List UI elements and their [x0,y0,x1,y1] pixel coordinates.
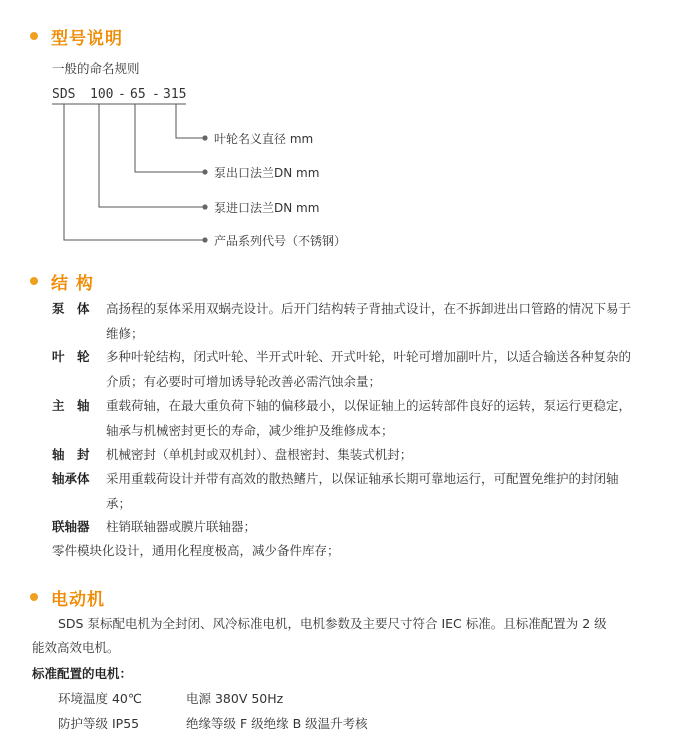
code-outlet: 65 [130,87,146,102]
item-text: 采用重载荷设计并带有高效的散热鳍片，以保证轴承长期可靠地运行，可配置免维护的封闭轴承； [106,471,619,511]
legend-series: 产品系列代号（不锈钢） [214,234,347,248]
code-sep: - [118,87,126,102]
item-label: 联轴器 [52,519,90,534]
spec-protection-class: 防护等级 IP55 [58,716,140,731]
code-sep: - [152,87,160,102]
structure-item-impeller [52,345,632,394]
standard-motor-heading: 标准配置的电机： [32,666,133,681]
legend-impeller: 叶轮名义直径 mm [214,132,314,146]
item-label: 叶 轮 [52,349,90,364]
legend-outlet: 泵出口法兰DN mm [214,166,320,180]
motor-intro-line1: SDS 泵标配电机为全封闭、风冷标准电机，电机参数及主要尺寸符合 IEC 标准。且标准配置为 2 级 [58,616,607,631]
connector-impeller [176,104,204,138]
spec-ambient-temp: 环境温度 40℃ [58,691,142,706]
section-title: 型号说明 [51,28,123,49]
item-text: 柱销联轴器或膜片联轴器； [106,519,257,534]
structure-footer: 零件模块化设计，通用化程度极高，减少备件库存； [52,543,340,558]
connector-end-icon [202,169,207,174]
connector-inlet [99,104,204,207]
connector-end-icon [202,237,207,242]
structure-item-bearing-housing [52,467,632,516]
spec-insulation-class: 绝缘等级 F 级绝缘 B 级温升考核 [186,716,368,731]
section-header-structure [30,268,94,294]
motor-intro-line2: 能效高效电机。 [32,640,120,655]
item-label: 轴 封 [52,447,90,462]
legend-inlet: 泵进口法兰DN mm [214,201,320,215]
section-title: 结 构 [51,273,94,294]
item-label: 泵 体 [52,301,90,316]
section-title: 电动机 [51,589,105,610]
naming-diagram [0,0,690,260]
structure-item-shaft-seal [52,443,632,468]
bullet-dot-icon [30,277,38,285]
structure-item-coupling [52,515,632,540]
code-impeller: 315 [163,87,187,102]
structure-item-pump-body [52,297,632,346]
code-series: SDS [52,87,76,102]
item-text: 多种叶轮结构，闭式叶轮、半开式叶轮、开式叶轮，叶轮可增加副叶片，以适合输送各种复杂的介质；有必要时可增加诱导轮改善必需汽蚀余量； [106,349,632,389]
structure-item-shaft [52,394,632,443]
code-inlet: 100 [90,87,114,102]
section-header-motor [30,584,105,610]
bullet-dot-icon [30,593,38,601]
item-label: 轴承体 [52,471,90,486]
connector-end-icon [202,204,207,209]
naming-rule-caption: 一般的命名规则 [52,61,140,76]
item-text: 高扬程的泵体采用双蜗壳设计。后开门结构转子背抽式设计，在不拆卸进出口管路的情况下易于维修； [106,301,632,341]
connector-end-icon [202,135,207,140]
item-label: 主 轴 [52,398,90,413]
item-text: 重载荷轴，在最大重负荷下轴的偏移最小，以保证轴上的运转部件良好的运转，泵运行更稳定，轴承与机械密封更长的寿命，减少维护及维修成本； [106,398,632,438]
spec-power-supply: 电源 380V 50Hz [186,691,284,706]
item-text: 机械密封（单机封或双机封）、盘根密封、集装式机封； [106,447,413,462]
